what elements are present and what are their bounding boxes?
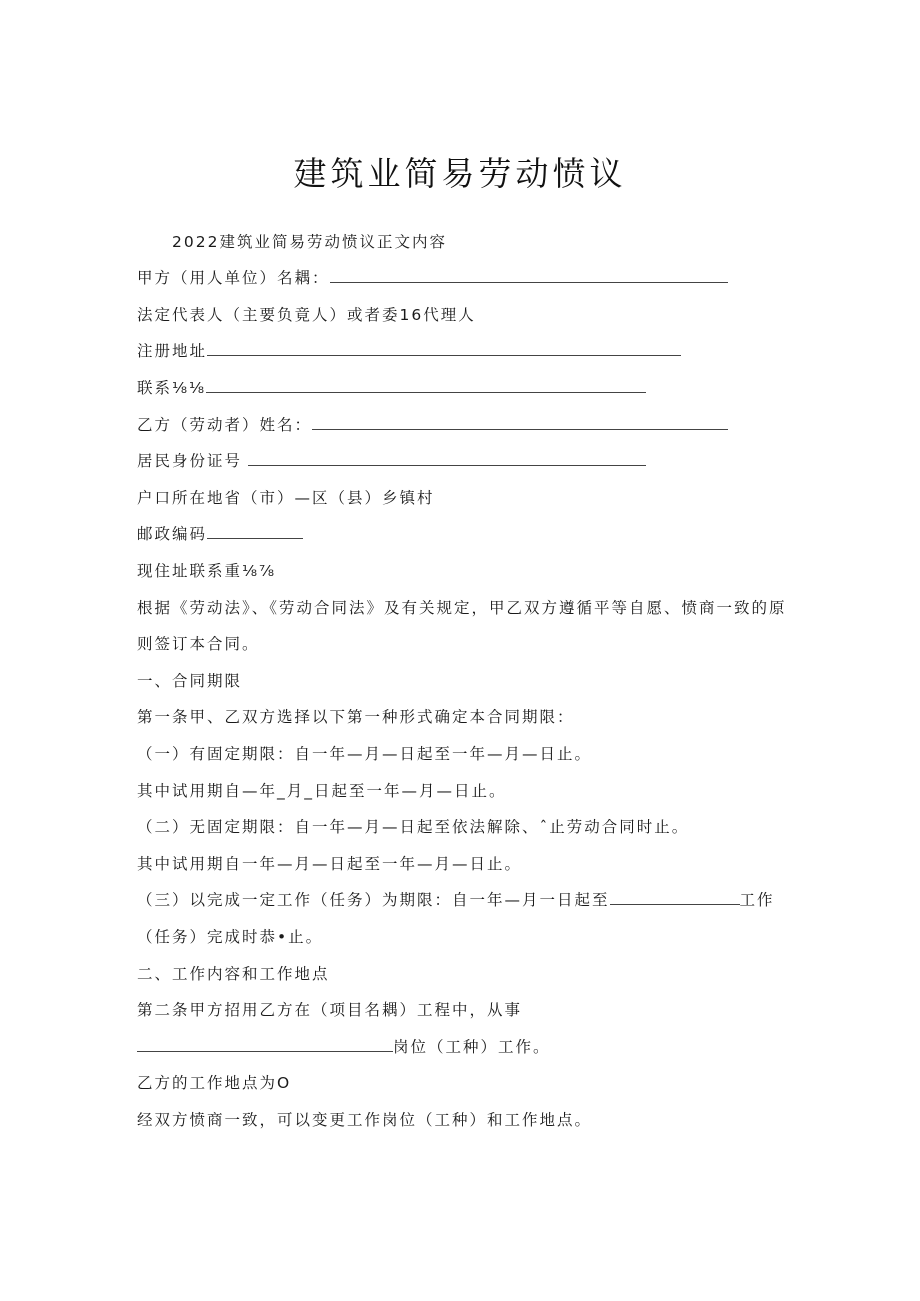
party-b-name-blank: [312, 415, 728, 430]
option-3-suffix: 工作: [739, 891, 775, 909]
reg-address-label: 注册地址: [137, 342, 208, 360]
article-2: 第二条甲方招用乙方在（项目名耦）工程中，从事: [137, 1001, 523, 1019]
party-b-name-row: [137, 415, 728, 435]
id-number-blank: [248, 451, 646, 466]
option-3-row: [137, 890, 775, 910]
work-location: 乙方的工作地点为O: [137, 1074, 292, 1092]
section-2-heading: 二、工作内容和工作地点: [137, 965, 330, 983]
contact-blank: [206, 378, 646, 393]
postal-code-row: [137, 524, 303, 544]
option-3-blank: [610, 890, 740, 905]
contact-label: 联系⅛⅛: [137, 379, 207, 397]
reg-address-blank: [207, 341, 681, 356]
preamble-line-1: 根据《劳动法》、《劳动合同法》及有关规定，甲乙双方遵循平等自愿、愤商一致的原: [137, 599, 787, 617]
option-3-prefix: （三）以完成一定工作（任务）为期限：自一年—月一日起至: [137, 891, 610, 909]
article-2-suffix: 岗位（工种）工作。: [393, 1038, 551, 1056]
option-1: （一）有固定期限：自一年—月—日起至一年—月—日止。: [137, 745, 593, 763]
preamble-line-2: 则签订本合同。: [137, 635, 260, 653]
change-clause: 经双方愤商一致，可以变更工作岗位（工种）和工作地点。: [137, 1111, 593, 1129]
job-position-blank: [137, 1037, 393, 1052]
contact-row: [137, 378, 646, 398]
current-address-row: 现住址联系重⅛⅞: [137, 562, 277, 580]
document-title: 建筑业简易劳动愤议: [293, 154, 627, 193]
id-number-row: [137, 451, 646, 471]
party-a-name-label: 甲方（用人单位）名耦：: [137, 269, 330, 287]
article-2-line-2: [137, 1037, 551, 1057]
option-2: （二）无固定期限：自一年—月—日起至依法解除、ˆ止劳动合同时止。: [137, 818, 690, 836]
option-1-trial: 其中试用期自—年_月_日起至一年—月—日止。: [137, 782, 507, 800]
party-a-name-row: [137, 268, 728, 288]
id-number-label: 居民身份证号: [137, 452, 243, 470]
postal-code-blank: [207, 524, 303, 539]
postal-code-label: 邮政编码: [137, 525, 208, 543]
section-1-heading: 一、合同期限: [137, 672, 243, 690]
party-b-name-label: 乙方（劳动者）姓名：: [137, 416, 313, 434]
option-3-line-2: （任务）完成时恭•止。: [137, 928, 324, 946]
reg-address-row: [137, 341, 681, 361]
legal-rep-row: 法定代表人（主要负竟人）或者委16代理人: [137, 306, 476, 324]
option-2-trial: 其中试用期自一年—月—日起至一年—月—日止。: [137, 855, 523, 873]
document-subtitle: 2022建筑业简易劳动愤议正文内容: [172, 233, 447, 251]
hukou-row: 户口所在地省（市）—区（县）乡镇村: [137, 489, 435, 507]
article-1: 第一条甲、乙双方选择以下第一种形式确定本合同期限：: [137, 708, 575, 726]
party-a-name-blank: [330, 268, 728, 283]
